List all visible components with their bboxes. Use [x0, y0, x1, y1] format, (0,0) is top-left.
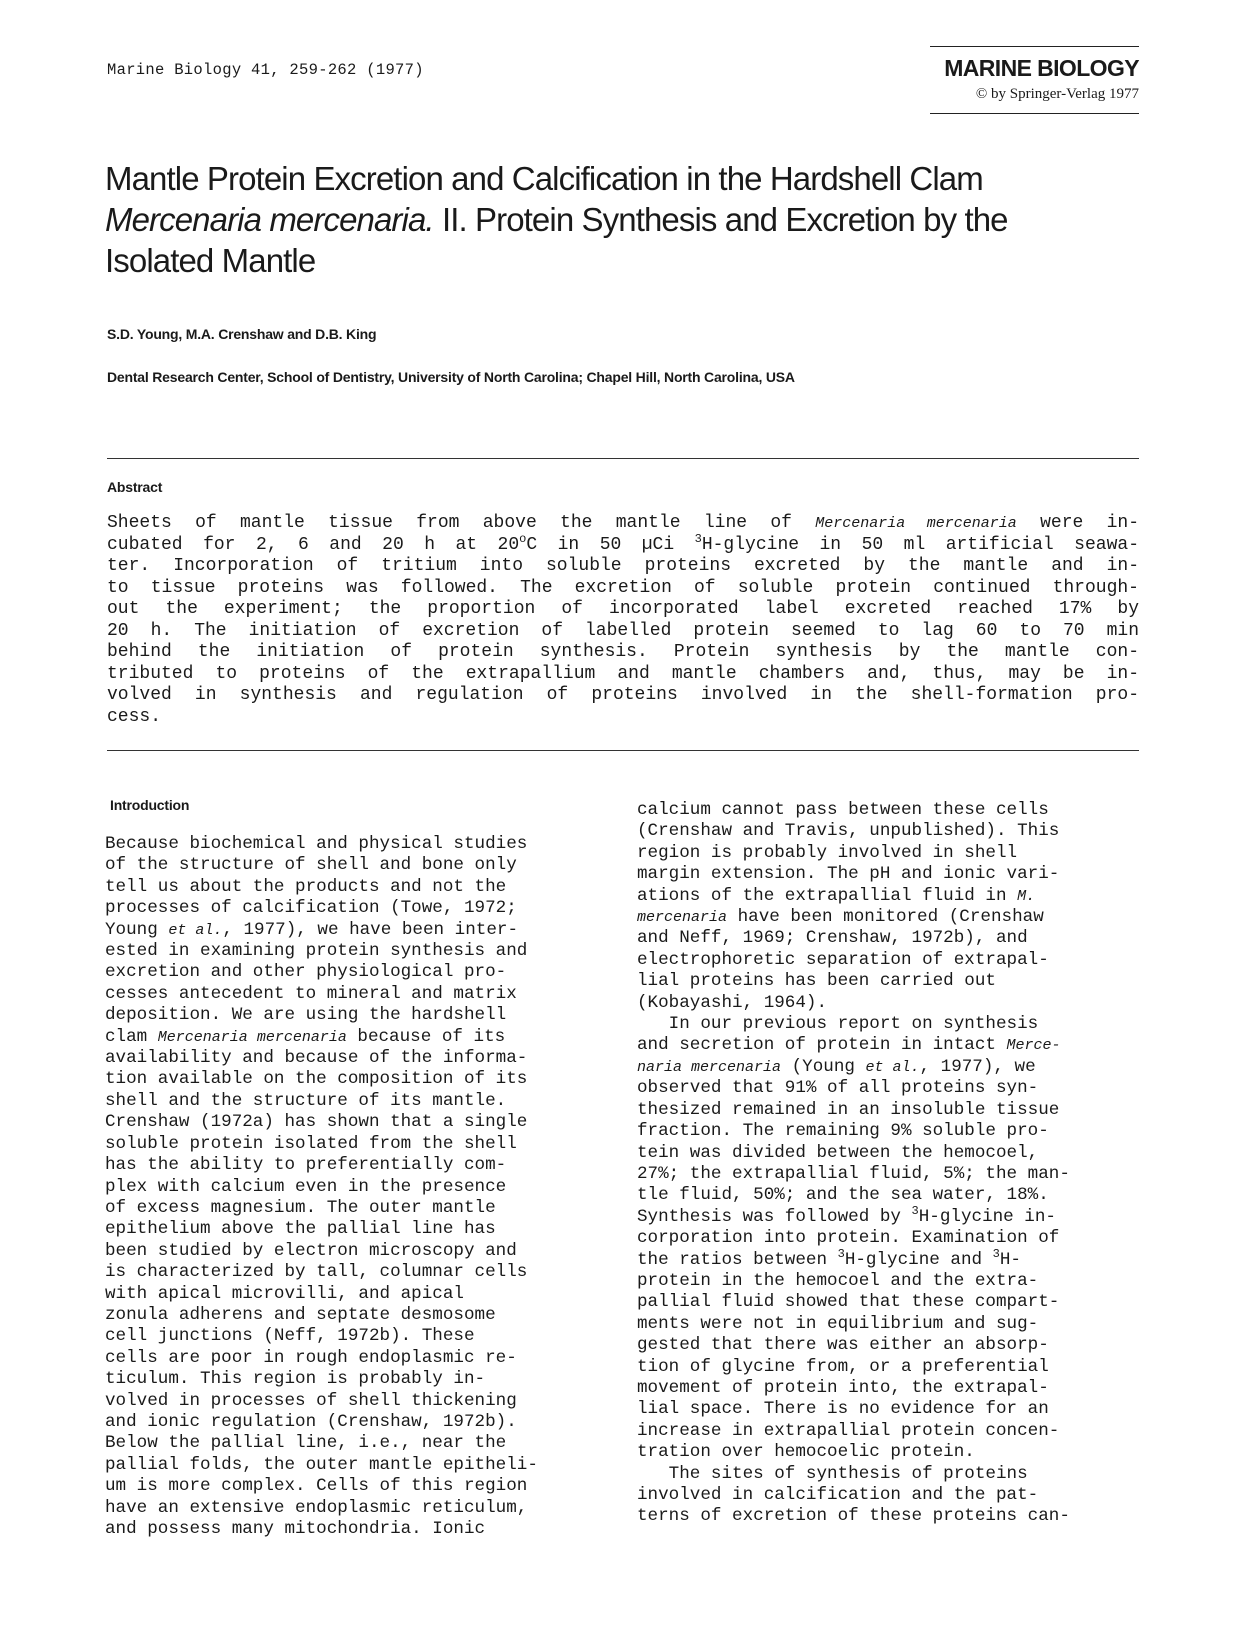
- body-text-line: cell junctions (Neff, 1972b). These: [105, 1326, 475, 1347]
- body-text-line: corporation into protein. Examination of: [637, 1228, 1060, 1249]
- body-text-line: zonula adherens and septate desmosome: [105, 1304, 496, 1325]
- abstract-line: to tissue proteins was followed. The excretion of soluble protein continued through-: [107, 577, 1139, 598]
- body-text-line: volved in processes of shell thickening: [105, 1390, 517, 1411]
- body-text-line: In our previous report on synthesis: [637, 1014, 1039, 1035]
- body-text-line: is characterized by tall, columnar cells: [105, 1262, 528, 1283]
- body-text-line: 27%; the extrapallial fluid, 5%; the man-: [637, 1163, 1070, 1184]
- abstract-line: Sheets of mantle tissue from above the mantle line of Mercenaria mercenaria were in-: [107, 513, 1140, 533]
- body-text-line: of the structure of shell and bone only: [105, 855, 517, 876]
- body-text-line: pallial fluid showed that these compart-: [637, 1292, 1060, 1313]
- body-text-line: gested that there was either an absorp-: [637, 1335, 1049, 1356]
- abstract-body: [107, 513, 1139, 728]
- body-text-line: fraction. The remaining 9% soluble pro-: [637, 1121, 1049, 1142]
- body-text-line: shell and the structure of its mantle.: [105, 1090, 507, 1111]
- abstract-top-rule: [107, 458, 1139, 459]
- body-text-line: ested in examining protein synthesis and: [105, 941, 528, 962]
- body-text-line: region is probably involved in shell: [637, 842, 1018, 863]
- body-text-line: ations of the extrapallial fluid in M.: [637, 885, 1036, 906]
- title-line-1: Mantle Protein Excretion and Calcification in the Hardshell Clam: [105, 160, 983, 197]
- author-affiliation: Dental Research Center, School of Dentistry, University of North Carolina; Chapel Hill, North Carolina, USA: [107, 369, 795, 385]
- journal-brand-block: [930, 46, 1139, 114]
- abstract-line: ter. Incorporation of tritium into soluble proteins excreted by the mantle and in-: [107, 556, 1139, 576]
- author-list: S.D. Young, M.A. Crenshaw and D.B. King: [107, 326, 377, 342]
- body-text-line: has the ability to preferentially com-: [105, 1155, 507, 1176]
- body-text-line: protein in the hemocoel and the extra-: [637, 1270, 1039, 1291]
- body-text-line: tion of glycine from, or a preferential: [637, 1356, 1049, 1377]
- abstract-heading: Abstract: [107, 479, 163, 495]
- introduction-left-column: [105, 834, 615, 1540]
- body-text-line: soluble protein isolated from the shell: [105, 1133, 517, 1154]
- abstract-line: volved in synthesis and regulation of proteins involved in the shell-formation pro-: [107, 685, 1139, 705]
- body-text-line: and ionic regulation (Crenshaw, 1972b).: [105, 1411, 517, 1432]
- body-text-line: have an extensive endoplasmic reticulum,: [105, 1497, 528, 1518]
- body-text-line: plex with calcium even in the presence: [105, 1176, 507, 1197]
- abstract-line: 20 h. The initiation of excretion of labelled protein seemed to lag 60 to 70 min: [107, 620, 1139, 641]
- journal-brand-name: MARINE BIOLOGY: [944, 55, 1139, 81]
- body-text-line: mercenaria have been monitored (Crenshaw: [637, 907, 1044, 928]
- body-text-line: and secretion of protein in intact Merce-: [637, 1035, 1061, 1056]
- abstract-line: tributed to proteins of the extrapallium and mantle chambers and, thus, may be in-: [107, 663, 1139, 684]
- body-text-line: Below the pallial line, i.e., near the: [105, 1433, 507, 1454]
- body-text-line: with apical microvilli, and apical: [105, 1283, 464, 1304]
- body-text-line: tle fluid, 50%; and the sea water, 18%.: [637, 1185, 1049, 1206]
- body-text-line: and possess many mitochondria. Ionic: [105, 1519, 486, 1539]
- title-line-3: Isolated Mantle: [105, 242, 316, 279]
- body-text-line: margin extension. The pH and ionic vari-: [637, 864, 1060, 885]
- body-text-line: (Kobayashi, 1964).: [637, 992, 828, 1013]
- journal-citation: Marine Biology 41, 259-262 (1977): [107, 61, 424, 79]
- introduction-right-column: [637, 800, 1147, 1528]
- body-text-line: The sites of synthesis of proteins: [637, 1463, 1028, 1484]
- body-text-line: tion available on the composition of its: [105, 1069, 528, 1090]
- body-text-line: Because biochemical and physical studies: [105, 834, 528, 854]
- body-text-line: ticulum. This region is probably in-: [105, 1369, 486, 1390]
- body-text-line: naria mercenaria (Young et al., 1977), we: [637, 1056, 1036, 1077]
- abstract-line: out the experiment; the proportion of incorporated label excreted reached 17% by: [107, 599, 1139, 619]
- body-text-line: cesses antecedent to mineral and matrix: [105, 983, 517, 1004]
- introduction-heading: Introduction: [110, 797, 190, 813]
- body-text-line: epithelium above the pallial line has: [105, 1219, 496, 1240]
- body-text-line: calcium cannot pass between these cells: [637, 800, 1049, 820]
- body-text-line: involved in calcification and the pat-: [637, 1485, 1039, 1505]
- body-text-line: of excess magnesium. The outer mantle: [105, 1197, 496, 1218]
- body-text-line: tell us about the products and not the: [105, 876, 507, 897]
- body-text-line: observed that 91% of all proteins syn-: [637, 1078, 1039, 1099]
- abstract-bottom-rule: [107, 750, 1139, 751]
- body-text-line: electrophoretic separation of extrapal-: [637, 949, 1049, 970]
- body-text-line: been studied by electron microscopy and: [105, 1240, 517, 1261]
- body-text-line: the ratios between $^3$H-glycine and $^3$H-: [637, 1246, 1021, 1270]
- body-text-line: terns of excretion of these proteins can-: [637, 1506, 1070, 1527]
- body-text-line: tration over hemocoelic protein.: [637, 1442, 975, 1463]
- article-title: [105, 158, 1145, 281]
- body-text-line: ments were not in equilibrium and sug-: [637, 1313, 1039, 1334]
- body-text-line: thesized remained in an insoluble tissue: [637, 1099, 1060, 1120]
- body-text-line: clam Mercenaria mercenaria because of its: [105, 1026, 506, 1047]
- abstract-line: cubated for 2, 6 and 20 h at 20$^o$C in 50 µCi $^3$H-glycine in 50 ml artificial seawa-: [107, 531, 1139, 555]
- body-text-line: cells are poor in rough endoplasmic re-: [105, 1347, 517, 1368]
- abstract-line: behind the initiation of protein synthesis. Protein synthesis by the mantle con-: [107, 642, 1139, 662]
- body-text-line: increase in extrapallial protein concen-: [637, 1420, 1060, 1441]
- body-text-line: tein was divided between the hemocoel,: [637, 1142, 1039, 1163]
- body-text-line: deposition. We are using the hardshell: [105, 1005, 507, 1026]
- body-text-line: lial proteins has been carried out: [637, 971, 996, 992]
- body-text-line: processes of calcification (Towe, 1972;: [105, 898, 517, 919]
- abstract-line: cess.: [107, 706, 162, 727]
- body-text-line: excretion and other physiological pro-: [105, 962, 507, 983]
- title-line-2: II. Protein Synthesis and Excretion by the: [433, 201, 1008, 238]
- body-text-line: (Crenshaw and Travis, unpublished). This: [637, 821, 1060, 842]
- body-text-line: Synthesis was followed by $^3$H-glycine in-: [637, 1203, 1056, 1227]
- body-text-line: pallial folds, the outer mantle epitheli-: [105, 1454, 538, 1475]
- copyright-notice: © by Springer-Verlag 1977: [975, 86, 1139, 102]
- body-text-line: um is more complex. Cells of this region: [105, 1476, 528, 1497]
- body-text-line: Young et al., 1977), we have been inter-: [105, 919, 518, 940]
- body-text-line: movement of protein into, the extrapal-: [637, 1377, 1049, 1398]
- body-text-line: and Neff, 1969; Crenshaw, 1972b), and: [637, 928, 1028, 949]
- title-species-name: Mercenaria mercenaria.: [105, 201, 434, 238]
- body-text-line: availability and because of the informa-: [105, 1048, 528, 1069]
- body-text-line: Crenshaw (1972a) has shown that a single: [105, 1112, 528, 1133]
- body-text-line: lial space. There is no evidence for an: [637, 1399, 1049, 1420]
